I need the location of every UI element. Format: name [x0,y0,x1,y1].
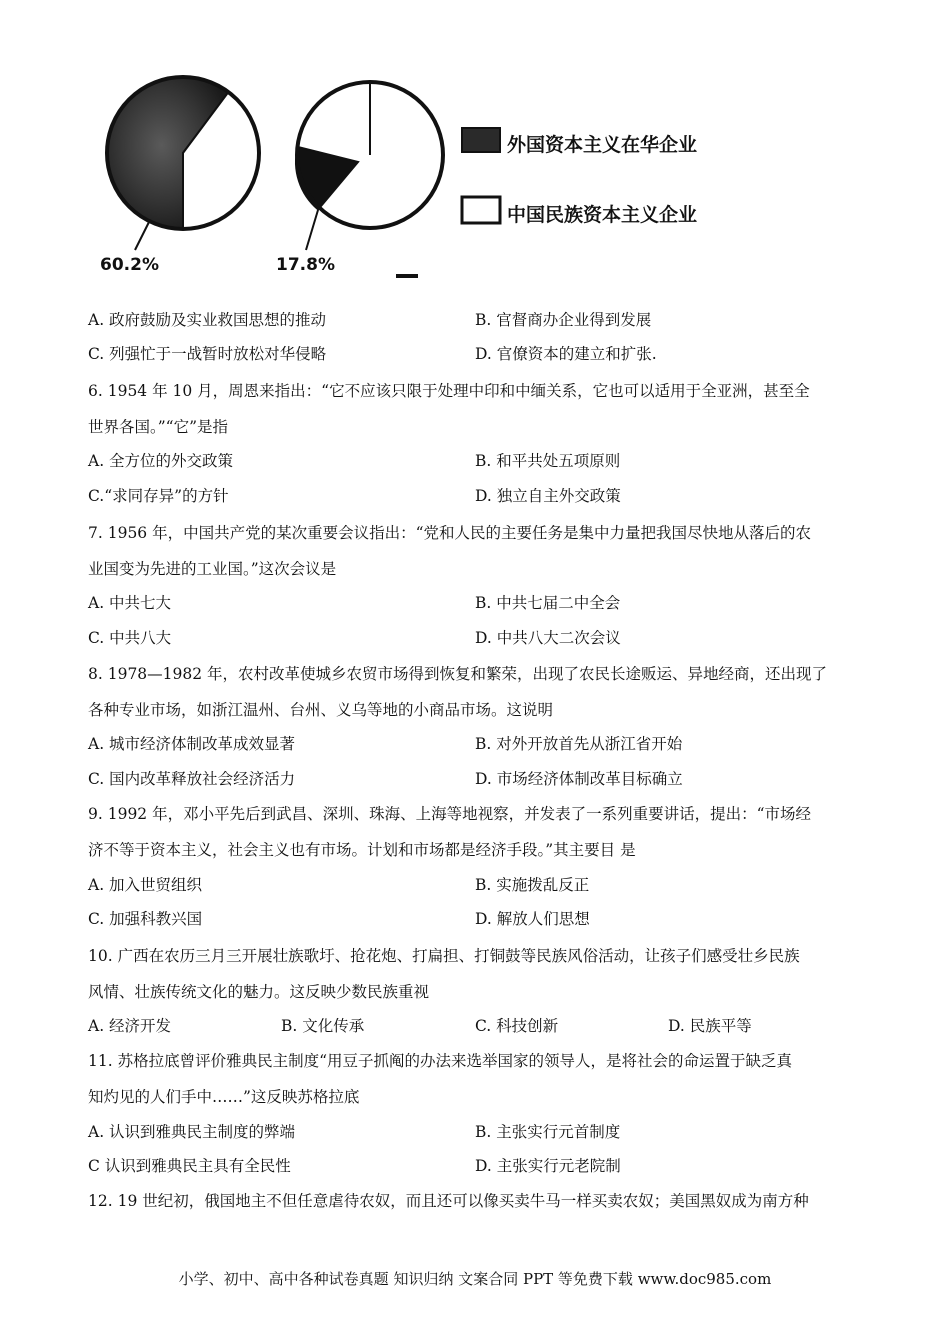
q8-option-b: B. 对外开放首先从浙江省开始 [475,735,683,753]
pie2-leader-line [306,210,318,250]
pie-chart-2 [296,82,443,250]
pie1-leader-line [135,220,150,250]
q5-option-c: C. 列强忙于一战暂时放松对华侵略 [88,345,327,363]
q8-stem-line2: 各种专业市场，如浙江温州、台州、义乌等地的小商品市场。这说明 [88,701,554,719]
q7-option-c: C. 中共八大 [88,629,172,647]
q11-option-d: D. 主张实行元老院制 [475,1157,621,1175]
q5-option-d: D. 官僚资本的建立和扩张. [475,345,657,363]
q9-option-c: C. 加强科教兴国 [88,910,203,928]
q6-option-b: B. 和平共处五项原则 [475,452,621,470]
q10-option-a: A. 经济开发 [88,1017,172,1035]
q11-option-b: B. 主张实行元首制度 [475,1123,621,1141]
legend-label-foreign: 外国资本主义在华企业 [507,134,698,156]
q5-option-b: B. 官督商办企业得到发展 [475,311,652,329]
q5-option-a: A. 政府鼓励及实业救国思想的推动 [88,311,327,329]
q6-option-c: C.“求同存异”的方针 [88,487,229,505]
stray-mark [396,274,418,278]
q11-stem-line2: 知灼见的人们手中……”这反映苏格拉底 [88,1088,360,1106]
pie-chart-1 [107,77,259,250]
q9-option-b: B. 实施拨乱反正 [475,876,590,894]
page-footer: 小学、初中、高中各种试卷真题 知识归纳 文案合同 PPT 等免费下载 www.doc985.com [178,1270,772,1288]
q11-option-a: A. 认识到雅典民主制度的弊端 [88,1123,296,1141]
q10-option-b: B. 文化传承 [281,1017,365,1035]
q12-stem-line1: 12. 19 世纪初，俄国地主不但任意虐待农奴，而且还可以像买卖牛马一样买卖农奴；美国黑奴成为南方种 [88,1192,809,1210]
pie2-percent-label: 17.8% [276,255,335,275]
q6-stem-line2: 世界各国。”“它”是指 [88,418,229,436]
pie-chart-figure [100,70,740,285]
q10-option-c: C. 科技创新 [475,1017,559,1035]
q7-option-b: B. 中共七届二中全会 [475,594,621,612]
q9-stem-line2: 济不等于资本主义，社会主义也有市场。计划和市场都是经济手段。”其主要目 是 [88,841,636,859]
q7-stem-line1: 7. 1956 年，中国共产党的某次重要会议指出：“党和人民的主要任务是集中力量把我国尽快地从落后的农 [88,524,812,542]
q7-option-d: D. 中共八大二次会议 [475,629,621,647]
pie1-percent-label: 60.2% [100,255,159,275]
q11-stem-line1: 11. 苏格拉底曾评价雅典民主制度“用豆子抓阄的办法来选举国家的领导人，是将社会的命运置于缺乏真 [88,1052,793,1070]
q8-option-d: D. 市场经济体制改革目标确立 [475,770,683,788]
q10-stem-line1: 10. 广西在农历三月三开展壮族歌圩、抢花炮、打扁担、打铜鼓等民族风俗活动，让孩子们感受壮乡民族 [88,947,800,965]
q6-option-a: A. 全方位的外交政策 [88,452,234,470]
q10-stem-line2: 风情、壮族传统文化的魅力。这反映少数民族重视 [88,983,430,1001]
q8-stem-line1: 8. 1978—1982 年，农村改革使城乡农贸市场得到恢复和繁荣，出现了农民长途贩运、异地经商，还出现了 [88,665,828,683]
q6-option-d: D. 独立自主外交政策 [475,487,621,505]
q7-stem-line2: 业国变为先进的工业国。”这次会议是 [88,560,337,578]
q11-option-c: C 认识到雅典民主具有全民性 [88,1157,291,1175]
legend-swatch-foreign [462,128,500,152]
q9-stem-line1: 9. 1992 年，邓小平先后到武昌、深圳、珠海、上海等地视察，并发表了一系列重要讲话，提出：“市场经 [88,805,812,823]
q8-option-a: A. 城市经济体制改革成效显著 [88,735,296,753]
legend-swatch-national [462,197,500,223]
legend-label-national: 中国民族资本主义企业 [507,204,698,226]
q9-option-a: A. 加入世贸组织 [88,876,203,894]
q10-option-d: D. 民族平等 [668,1017,752,1035]
q8-option-c: C. 国内改革释放社会经济活力 [88,770,296,788]
q6-stem-line1: 6. 1954 年 10 月，周恩来指出：“它不应该只限于处理中印和中缅关系，它也可以适用于全亚洲，甚至全 [88,382,810,400]
q7-option-a: A. 中共七大 [88,594,172,612]
q9-option-d: D. 解放人们思想 [475,910,590,928]
